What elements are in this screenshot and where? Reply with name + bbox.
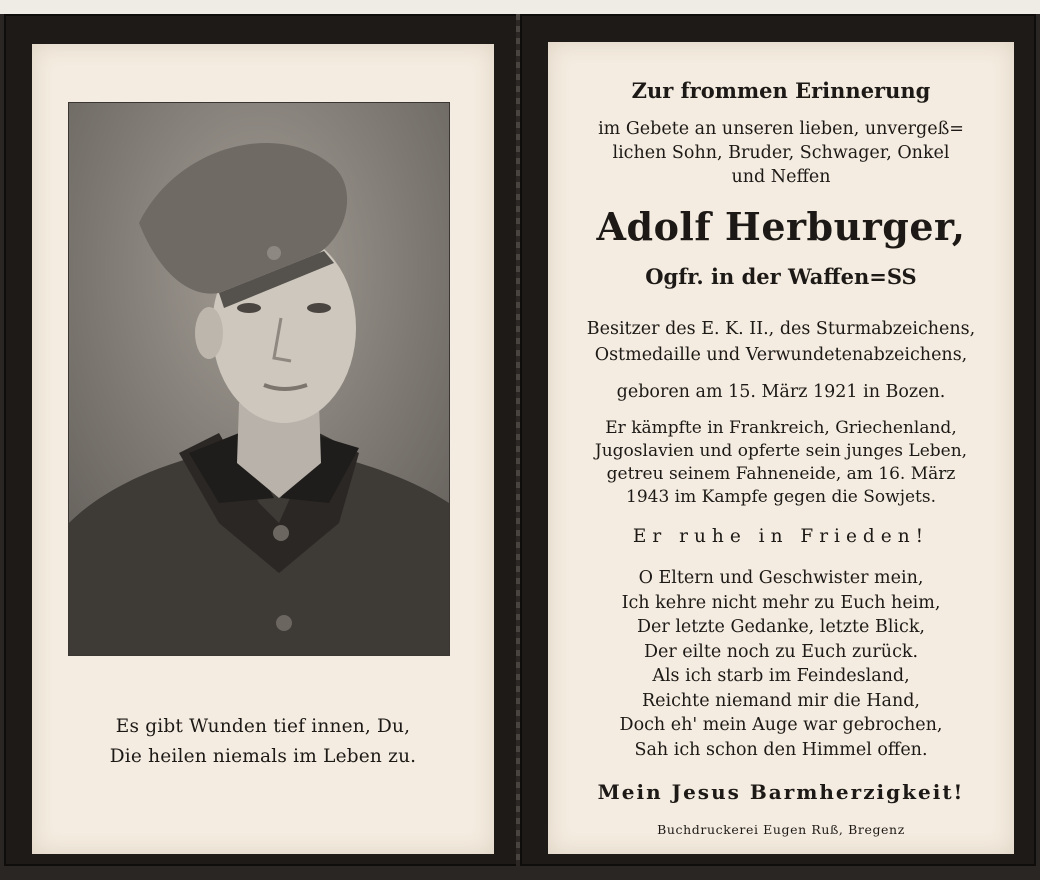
intro-line: und Neffen	[731, 167, 831, 187]
scan-edge	[0, 0, 1040, 14]
poem-line: Als ich starb im Feindesland,	[652, 666, 910, 686]
left-verse-line: Die heilen niemals im Leben zu.	[109, 746, 417, 767]
poem-line: Doch eh' mein Auge war gebrochen,	[619, 715, 943, 735]
left-verse	[32, 712, 494, 772]
birth-line: geboren am 15. März 1921 in Bozen.	[616, 382, 946, 402]
poem	[548, 566, 1014, 762]
memorial-heading: Zur frommen Erinnerung	[631, 78, 931, 103]
story-line: getreu seinem Fahneneide, am 16. März	[606, 464, 956, 484]
portrait-photo	[68, 102, 450, 656]
honors-text	[548, 316, 1014, 368]
intro-line: im Gebete an unseren lieben, unvergeß=	[598, 119, 964, 139]
intro-text	[548, 117, 1014, 189]
poem-line: Ich kehre nicht mehr zu Euch heim,	[621, 592, 941, 613]
poem-line: Der letzte Gedanke, letzte Blick,	[637, 617, 925, 637]
honors-line: Besitzer des E. K. II., des Sturmabzeichens,	[586, 319, 976, 339]
left-verse-line: Es gibt Wunden tief innen, Du,	[115, 716, 411, 737]
poem-line: Reichte niemand mir die Hand,	[641, 690, 920, 711]
story-text	[548, 417, 1014, 509]
closing-prayer: Mein Jesus Barmherzigkeit!	[597, 780, 965, 804]
story-line: Er kämpfte in Frankreich, Griechenland,	[605, 418, 957, 438]
printer-credit: Buchdruckerei Eugen Ruß, Bregenz	[657, 822, 905, 837]
right-card	[520, 14, 1036, 866]
poem-line: Sah ich schon den Himmel offen.	[634, 739, 928, 760]
right-card-paper	[548, 42, 1014, 854]
poem-line: Der eilte noch zu Euch zurück.	[643, 641, 919, 662]
left-card-paper	[32, 44, 494, 854]
rest-in-peace: Er ruhe in Frieden!	[632, 526, 930, 547]
deceased-name: Adolf Herburger,	[596, 204, 966, 249]
story-line: Jugoslavien und opferte sein junges Leben,	[594, 441, 968, 461]
intro-line: lichen Sohn, Bruder, Schwager, Onkel	[612, 143, 950, 163]
poem-line: O Eltern und Geschwister mein,	[638, 568, 924, 588]
left-card	[4, 14, 518, 866]
soldier-portrait-icon	[69, 103, 449, 655]
deceased-rank: Ogfr. in der Waffen=SS	[645, 264, 917, 289]
story-line: 1943 im Kampfe gegen die Sowjets.	[626, 487, 936, 507]
honors-line: Ostmedaille und Verwundetenabzeichens,	[594, 345, 968, 365]
